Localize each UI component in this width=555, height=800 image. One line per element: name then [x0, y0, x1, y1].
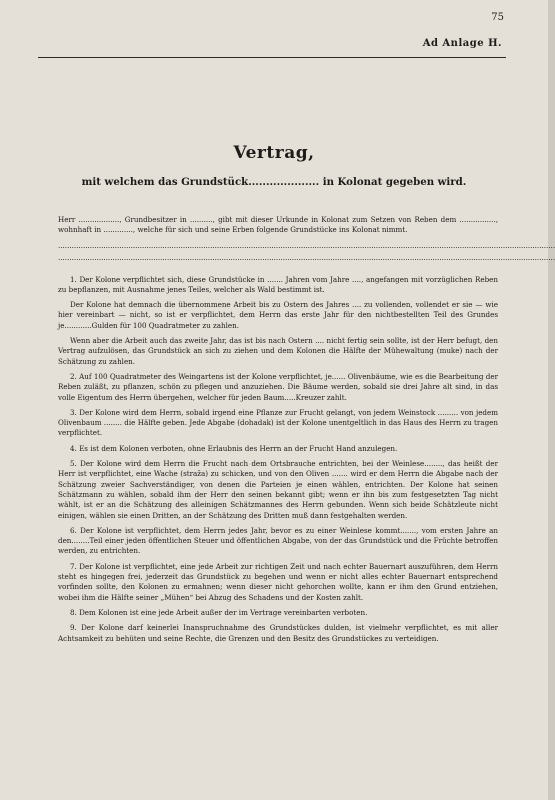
paragraph-7: 7. Der Kolone ist verpflichtet, eine jede Arbeit zur richtigen Zeit und nach echter Bauernart auszuführen, dem Herrn steht es hingegen frei, jederzeit das Grundstück zu begehen und wenn er nicht alles echter Bauernart entsprechend vorfinden sollte, den Kolonen zu ermahnen; wenn dieser nicht gehorchen wollte, kann er ihm den Grund entziehen, wobei ihm die Hälfte seiner „Mühen“ bei Abzug des Schadens und der Kosten zahlt.	[58, 561, 498, 602]
paragraph-5: 5. Der Kolone wird dem Herrn die Frucht nach dem Ortsbrauche entrichten, bei der Weinlese........, das heißt der Herr ist verpflichtet, eine Wache (straža) zu schicken, und von den Oliven ....... wird er dem Herrn die Abgabe nach der Schätzung zweier Sachverständiger, von denen die Parteien je einen wählen, entrichten. Der Kolone hat seinen Schätzmann zu wählen, sobald ihm der Herr den seinen bekannt gibt; wenn er ihn bis zum festgesetzten Tag nicht wählt, ist er an die Schätzung des alleinigen Schätzmannes des Herrn gebunden. Wenn sich beide Schätzleute nicht einigen, wählen sie einen Dritten, an der Schätzung des Dritten muß dann festgehalten werden.	[58, 459, 498, 520]
paragraph-1-continued-2: Wenn aber die Arbeit auch das zweite Jahr, das ist bis nach Ostern .... nicht fertig sein sollte, ist der Herr befugt, den Vertrag aufzulösen, das Grundstück an sich zu ziehen und dem Kolonen die Hälfte der Mühewaltung (muke) nach der Schätzung zu zahlen.	[58, 336, 498, 366]
paragraph-9: 9. Der Kolone darf keinerlei Inanspruchnahme des Grundstückes dulden, ist vielmehr verpflichtet, es mit aller Achtsamkeit zu behüten und seine Rechte, die Grenzen und den Besitz des Grundstückes zu verteidigen.	[58, 623, 498, 643]
header-rule	[38, 57, 506, 58]
dot-fill-line: ...........................................................................................................................................................................................................................	[58, 240, 555, 250]
intro-paragraph: Herr .................., Grundbesitzer in .........., gibt mit dieser Urkunde in Kolonat zum Setzen von Reben dem ................, wohnhaft in ............., welche für sich und seine Erben folgende Grundstücke ins Kolonat nimmt.	[58, 215, 498, 235]
document-body	[58, 215, 555, 649]
paragraph-8: 8. Dem Kolonen ist eine jede Arbeit außer der im Vertrage vereinbarten verboten.	[70, 607, 368, 617]
dot-fill-line: ...........................................................................................................................................................................................................................	[58, 252, 555, 262]
paragraph-1-continued: Der Kolone hat demnach die übernommene Arbeit bis zu Ostern des Jahres .... zu vollenden, vollendet er sie — wie hier vereinbart — nicht, so ist er verpflichtet, dem Herrn das erste Jahr für den nichtbestellten Teil des Grundes je............Gulden für 100 Quadratmeter zu zahlen.	[58, 300, 498, 330]
paragraph-6: 6. Der Kolone ist verpflichtet, dem Herrn jedes Jahr, bevor es zu einer Weinlese kommt......., vom ersten Jahre an den........Teil einer jeden öffentlichen Steuer und öffentlichen Abgabe, von der das Grundstück und die Früchte betroffen werden, zu entrichten.	[58, 525, 498, 556]
paragraph-3: 3. Der Kolone wird dem Herrn, sobald irgend eine Pflanze zur Frucht gelangt, von jedem Weinstock ......... von jedem Olivenbaum ........ die Hälfte geben. Jede Abgabe (dohadak) ist der Kolone unentgeltlich in das Haus des Herrn zu tragen verpflichtet.	[58, 407, 498, 438]
paragraph-1: 1. Der Kolone verpflichtet sich, diese Grundstücke in ....... Jahren vom Jahre ...., angefangen mit vorzüglichen Reben zu bepflanzen, mit Ausnahme jenes Teiles, welcher als Wald bestimmt ist.	[58, 274, 498, 294]
page-number: 75	[491, 12, 504, 23]
paragraph-2: 2. Auf 100 Quadratmeter des Weingartens ist der Kolone verpflichtet, je...... Olivenbäume, wie es die Bearbeitung der Reben zuläßt, zu pflanzen, schön zu pflegen und anzuziehen. Die Bäume werden, sobald sie drei Jahre alt sind, in das volle Eigentum des Herrn übergehen, welcher für jeden Baum.....Kreuzer zahlt.	[58, 371, 498, 402]
annex-label: Ad Anlage H.	[422, 38, 502, 49]
document-subtitle: mit welchem das Grundstück.................... in Kolonat gegeben wird.	[81, 176, 467, 188]
document-title: Vertrag,	[233, 143, 315, 163]
paragraph-4: 4. Es ist dem Kolonen verboten, ohne Erlaubnis des Herrn an der Frucht Hand anzulegen.	[70, 443, 398, 453]
